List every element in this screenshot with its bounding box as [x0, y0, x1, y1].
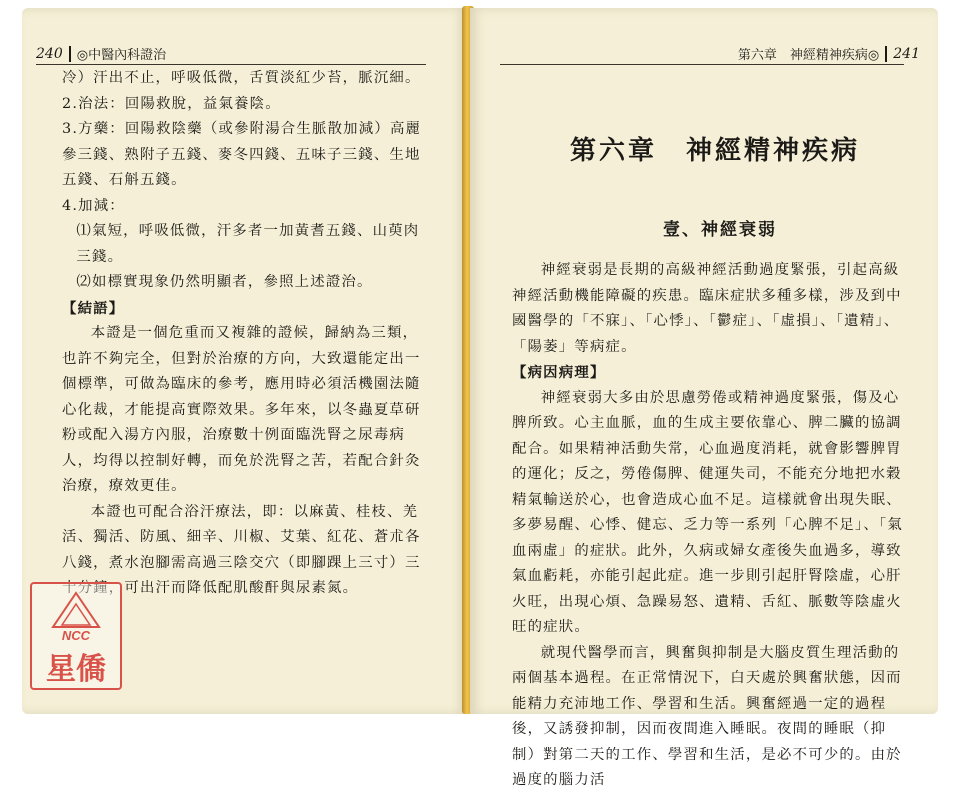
right-body-text: [512, 258, 908, 794]
right-running-title: 第六章 神經精神疾病◎: [737, 48, 880, 63]
modification-item: ⑴氣短，呼吸低微，汗多者一加黃耆五錢、山萸肉三錢。: [76, 223, 420, 265]
paragraph: 神經衰弱大多由於思慮勞倦或精神過度緊張，傷及心脾所致。心主血脈，血的生成主要依靠心、脾二臟的協調配合。如果精神活動失常，心血過度消耗，就會影響脾胃的運化；反之，勞倦傷脾、健運失司，不能充分地把水穀精氣輸送於心，也會造成心血不足。這樣就會出現失眠、多夢易醒、心悸、健忘、乏力等一系列「心脾不足」、「氣血兩虛」的症狀。此外，久病或婦女產後失血過多，導致氣血虧耗，亦能引起此症。進一步則引起肝腎陰虛，心肝火旺，出現心煩、急躁易怒、遺精、舌紅、脈數等陰虛火旺的症狀。: [512, 389, 903, 635]
section-title: 壹、神經衰弱: [663, 220, 777, 240]
right-header-rule: [500, 64, 904, 65]
treatment-method: 2.治法：回陽救脫，益氣養陰。: [62, 95, 281, 112]
left-header-rule: [36, 64, 426, 65]
right-running-header: [738, 44, 920, 63]
paragraph: 冷）汗出不止，呼吸低微，舌質淡紅少苔，脈沉細。: [62, 70, 421, 86]
modification-heading: 4.加減：: [62, 197, 125, 214]
header-divider: [69, 46, 71, 62]
left-book-title: ◎中醫內科證治: [76, 48, 167, 63]
ncc-stamp-logo: [30, 582, 122, 690]
right-page-number: 241: [893, 45, 920, 62]
left-body-text: [62, 66, 432, 602]
chapter-title: 第六章 神經精神疾病: [569, 136, 860, 166]
stamp-code: NCC: [61, 628, 91, 643]
paragraph: 本證是一個危重而又複雜的證候，歸納為三類，也許不夠完全，但對於治療的方向，大致還能定出一個標準，可做為臨床的參考，應用時必須活機園法隨心化裁，才能提高實際效果。多年來，以冬蟲夏草研粉或配入湯方內服，治療數十例面臨洗腎之尿毒病人，均得以控制好轉，而免於洗腎之苦，若配合針灸治療，療效更佳。: [62, 325, 421, 494]
stamp-name: 星僑: [46, 652, 106, 687]
paragraph: 就現代醫學而言，興奮與抑制是大腦皮質生理活動的兩個基本過程。在正常情況下，白天處於興奮狀態，因而能精力充沛地工作、學習和生活。興奮經過一定的過程後，又誘發抑制，因而夜間進入睡眠。夜間的睡眠（抑制）對第二天的工作、學習和生活，是必不可少的。由於過度的腦力活: [512, 644, 902, 788]
prescription: 3.方藥：回陽救陰藥（或參附湯合生脈散加減）高麗參三錢、熟附子五錢、麥冬四錢、五味子三錢、生地五錢、石斛五錢。: [62, 121, 422, 188]
etiology-heading: 【病因病理】: [512, 364, 606, 381]
paragraph: 神經衰弱是長期的高級神經活動過度緊張，引起高級神經活動機能障礙的疾患。臨床症狀多種多樣，涉及到中國醫學的「不寐」、「心悸」、「鬱症」、「虛損」、「遺精」、「陽萎」等病症。: [512, 262, 902, 355]
conclusion-heading: 【結語】: [62, 299, 125, 317]
left-running-header: [36, 44, 166, 63]
modification-item: ⑵如標實現象仍然明顯者，參照上述證治。: [76, 274, 373, 290]
triangle-icon: [50, 590, 102, 630]
header-divider: [885, 46, 887, 62]
paragraph: 本證也可配合浴汗療法，即：以麻黃、桂枝、羌活、獨活、防風、細辛、川椒、艾葉、紅花、蒼朮各八錢，煮水泡腳需高過三陰交穴（即腳踝上三寸）三十分鐘，可出汗而降低配肌酸酐與尿素氮。: [62, 503, 421, 596]
left-page-number: 240: [36, 45, 63, 62]
